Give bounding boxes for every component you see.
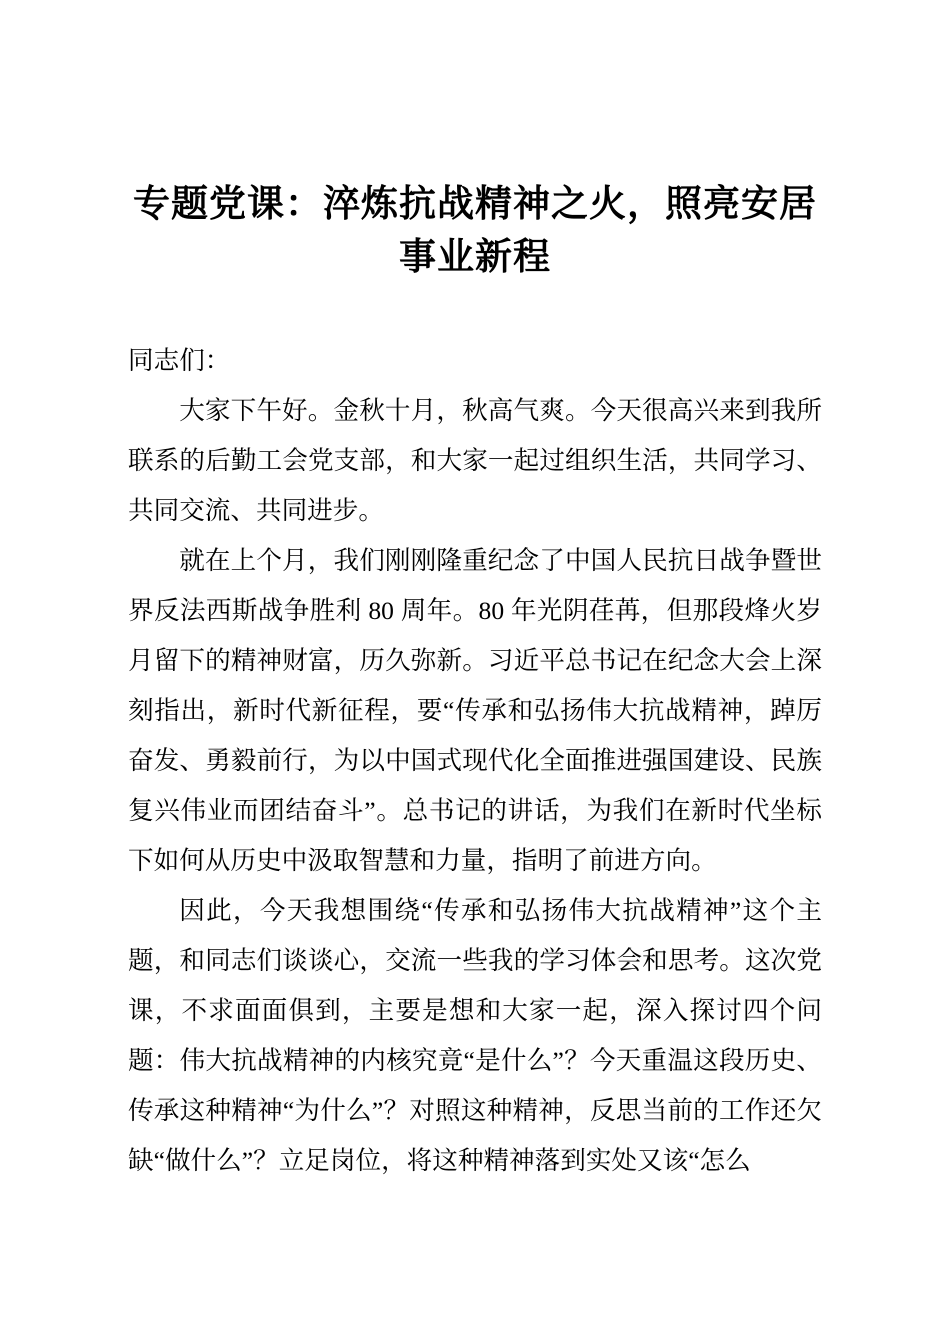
paragraph-commemoration: 就在上个月，我们刚刚隆重纪念了中国人民抗日战争暨世界反法西斯战争胜利 80 周年。80 年光阴荏苒，但那段烽火岁月留下的精神财富，历久弥新。习近平总书记在纪念大会上深刻指出，新时代新征程，要“传承和弘扬伟大抗战精神，踔厉奋发、勇毅前行，为以中国式现代化全面推进强国建设、民族复兴伟业而团结奋斗”。总书记的讲话，为我们在新时代坐标下如何从历史中汲取智慧和力量，指明了前进方向。 <box>128 546 822 875</box>
document-body <box>128 336 822 1186</box>
paragraph-salutation: 同志们： <box>128 346 231 375</box>
document-title: 专题党课：淬炼抗战精神之火，照亮安居事业新程 <box>133 184 817 278</box>
paragraph-greeting: 大家下午好。金秋十月，秋高气爽。今天很高兴来到我所联系的后勤工会党支部，和大家一起过组织生活，共同学习、共同交流、共同进步。 <box>128 396 822 525</box>
paragraph-theme-questions: 因此，今天我想围绕“传承和弘扬伟大抗战精神”这个主题，和同志们谈谈心，交流一些我的学习体会和思考。这次党课，不求面面俱到，主要是想和大家一起，深入探讨四个问题：伟大抗战精神的内核究竟“是什么”？今天重温这段历史、传承这种精神“为什么”？对照这种精神，反思当前的工作还欠缺“做什么”？立足岗位，将这种精神落到实处又该“怎么 <box>128 896 822 1175</box>
